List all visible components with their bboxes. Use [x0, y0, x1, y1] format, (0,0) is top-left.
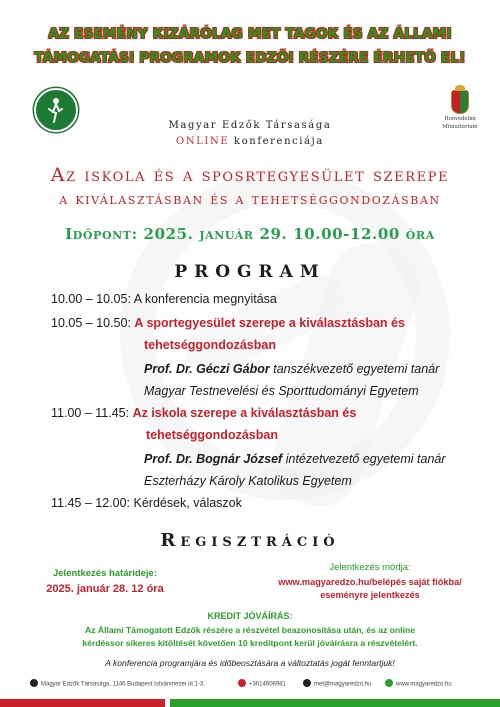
program-title-cont	[146, 428, 278, 442]
speaker-name: Prof. Dr. Géczi Gábor	[144, 362, 270, 376]
credit-text-1: Az Állami Támogatott Edzők részére a részvétel beazonosítása után, és az online	[84, 625, 415, 635]
footer	[0, 674, 500, 698]
program-item-3	[51, 406, 356, 420]
speaker-line	[144, 452, 446, 466]
registration-heading: Regisztráció	[160, 530, 340, 551]
speaker-institution: Magyar Testnevelési és Sporttudományi Egyetem	[144, 384, 419, 398]
speaker-line	[144, 362, 439, 376]
program-title-cont	[144, 338, 276, 352]
location-icon	[30, 679, 38, 687]
credit-text-2: kérdéssor sikeres kitöltését követően 10 kreditpont kerül jóváírásra a részvételért.	[82, 638, 418, 648]
footer-phone	[238, 680, 286, 688]
address-text: Magyar Edzők Társasága, 1146 Budapest Istvánmezei út 1-3.	[41, 681, 205, 688]
email-text: met@magyaredzo.hu	[314, 681, 372, 688]
ministry-name-2: Minisztérium	[442, 124, 478, 130]
eligibility-banner	[0, 22, 500, 70]
program-time: 11.45 – 12.00:	[51, 496, 131, 510]
registration-mode-block	[255, 562, 485, 600]
conference-label: konferenciája	[234, 136, 324, 147]
web-text: www.magyaredzo.hu	[396, 681, 452, 688]
program-text: Kérdések, válaszok	[133, 496, 242, 510]
program-time: 10.00 – 10.05:	[51, 292, 131, 306]
speaker-role: intézetvezető egyetemi tanár	[285, 452, 446, 466]
disclaimer: A konferencia programjára és időbeosztására a változtatás jogát fenntartjuk!	[105, 658, 395, 668]
hungarian-crest-icon	[451, 90, 469, 114]
event-title-line-2: a kiválasztásban és a tehetséggondozásban	[59, 190, 441, 208]
event-date: Időpont: 2025. január 29. 10.00-12.00 óra	[65, 225, 435, 243]
globe-icon	[385, 679, 393, 687]
program-heading: PROGRAM	[174, 262, 326, 282]
deadline-value: 2025. január 28. 12 óra	[46, 583, 164, 595]
speaker-name: Prof. Dr. Bognár József	[144, 452, 283, 466]
phone-icon	[238, 679, 246, 687]
email-icon	[303, 679, 311, 687]
footer-address	[30, 680, 205, 688]
banner-line-2: TÁMOGATÁSI PROGRAMOK EDZŐI RÉSZÉRE ÉRHETŐ EL!	[34, 50, 466, 66]
footer-web[interactable]	[385, 680, 452, 688]
mode-label: Jelentkezés módja:	[329, 562, 411, 573]
banner-line-1: AZ ESEMÉNY KIZÁRÓLAG MET TAGOK ÉS AZ ÁLLAMI	[48, 26, 452, 42]
program-title: Az iskola szerepe a kiválasztásban és	[132, 406, 357, 420]
program-item-2	[51, 316, 405, 330]
deadline-label: Jelentkezés határideje:	[52, 568, 158, 579]
registration-link-2[interactable]: eseményre jelentkezés	[320, 590, 420, 600]
speaker-institution: Eszterházy Károly Katolikus Egyetem	[144, 474, 352, 488]
ministry-name-1: Honvédelmi	[444, 116, 476, 122]
registration-link[interactable]: www.magyaredzo.hu/belépés saját fiókba/	[278, 577, 462, 587]
program-title-line-2: tehetséggondozásban	[144, 338, 276, 352]
program-title-line-2: tehetséggondozásban	[146, 428, 278, 442]
event-title-line-1: Az iskola és a sposrtegyesület szerepe	[50, 164, 450, 186]
online-label: ONLINE	[176, 136, 230, 147]
program-item-4	[51, 496, 242, 510]
program-title: A sportegyesület szerepe a kiválasztásban és	[134, 316, 405, 330]
event-type	[0, 136, 500, 147]
program-time: 11.00 – 11.45:	[51, 406, 130, 420]
credit-label: KREDIT JÓVÁÍRÁS:	[207, 611, 293, 621]
footer-color-bar	[0, 699, 500, 707]
deadline-block	[30, 568, 180, 595]
program-time: 10.05 – 10.50:	[51, 316, 131, 330]
phone-text: +3614606981	[249, 681, 286, 688]
speaker-role: tanszékvezető egyetemi tanár	[273, 362, 440, 376]
organizer-name: Magyar Edzők Társasága	[168, 120, 332, 131]
program-text: A konferencia megnyitása	[133, 292, 277, 306]
program-item-1	[51, 292, 277, 306]
footer-email[interactable]	[303, 680, 371, 688]
